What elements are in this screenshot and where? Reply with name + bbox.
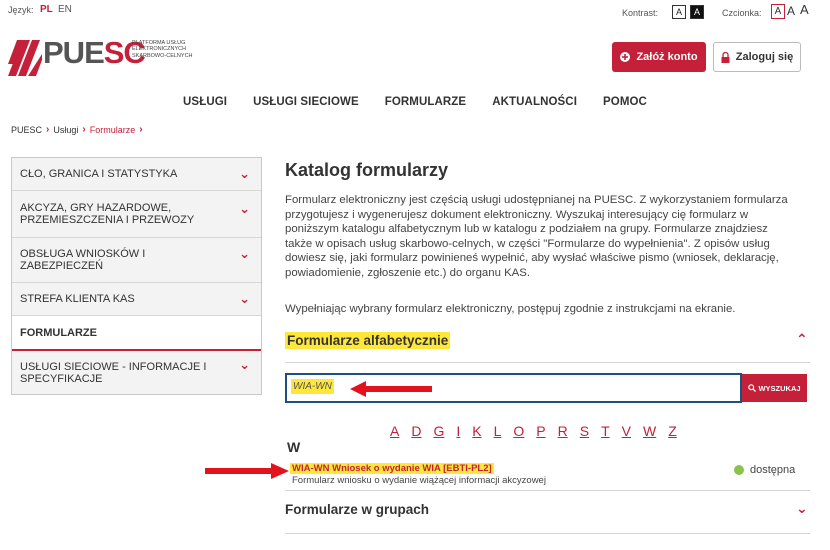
form-result-link[interactable]: WIA-WN Wniosek o wydanie WIA [EBTI-PL2] (292, 463, 492, 474)
status-badge: dostępna (750, 464, 796, 476)
annotation-arrow-icon (205, 461, 289, 481)
breadcrumb-chevron-icon: › (82, 124, 86, 135)
font-size-large-button[interactable]: A (800, 2, 809, 17)
nav-item-pomoc[interactable]: POMOC (603, 96, 647, 108)
language-label: Język: (8, 5, 34, 15)
sidebar-item-label: AKCYZA, GRY HAZARDOWE, PRZEMIESZCZENIA I PRZEWOZY (20, 202, 195, 226)
sidebar-item-label: FORMULARZE (20, 326, 97, 339)
intro-paragraph: Formularz elektroniczny jest częścią usługi udostępnianej na PUESC. Z wykorzystaniem formularza przygotujesz i wygenerujesz dokument elektroniczny. Wyszukaj interesujący cię formularz w poniższym katalogu alfabetycznym lub w katalogu z podziałem na grupy. Formularze znajdziesz także w opisach usług skarbowo-celnych, w części "Formularze do wypełnienia". Z opisów usług dowiesz się, jaki formularz powinieneś wypełnić, aby wysłać właściwe pismo (wniosek, deklarację, powiadomienie, zgłoszenie etc.) do organu KAS. (285, 194, 788, 279)
letter-link[interactable]: T (601, 423, 610, 439)
letter-link[interactable]: K (472, 423, 482, 439)
letter-link[interactable]: O (513, 423, 525, 439)
breadcrumb (11, 124, 143, 135)
breadcrumb-item-formularze[interactable]: Formularze (89, 124, 136, 135)
alphabetical-section-heading[interactable]: Formularze alfabetycznie (287, 333, 449, 348)
letter-link[interactable]: G (433, 423, 445, 439)
instructions-paragraph: Wypełniając wybrany formularz elektroniczny, postępuj zgodnie z instrukcjami na ekranie. (285, 303, 736, 315)
contrast-normal-button[interactable]: A (672, 5, 686, 19)
logo-wordmark[interactable] (43, 36, 145, 70)
breadcrumb-item-puesc[interactable]: PUESC (11, 124, 43, 135)
letter-link[interactable]: A (390, 423, 400, 439)
nav-item-aktualnosci[interactable]: AKTUALNOŚCI (492, 96, 578, 108)
letter-link[interactable]: S (579, 423, 590, 439)
letter-link[interactable]: I (456, 423, 461, 439)
search-input-value: WIA-WN (293, 381, 332, 392)
chevron-down-icon: ⌄ (239, 201, 250, 216)
letter-link[interactable]: D (411, 423, 422, 439)
annotation-arrow-icon (350, 379, 432, 399)
breadcrumb-item-uslugi[interactable]: Usługi (53, 124, 79, 135)
sidebar-item-formularze[interactable] (12, 316, 261, 351)
letter-link[interactable]: V (621, 423, 631, 439)
sidebar-menu (11, 157, 262, 395)
letter-link[interactable]: P (536, 423, 546, 439)
contrast-high-button[interactable]: A (690, 5, 704, 19)
groups-section-heading[interactable]: Formularze w grupach (285, 502, 430, 517)
language-en-link[interactable]: EN (58, 4, 72, 15)
login-button[interactable] (713, 42, 801, 72)
font-size-label: Czcionka: (722, 8, 762, 18)
sidebar-item-label: USŁUGI SIECIOWE - INFORMACJE I SPECYFIKACJE (20, 360, 207, 385)
search-icon (748, 384, 756, 392)
logo-part-pue: PUE (43, 35, 104, 70)
register-button-label: Załóż konto (636, 51, 698, 63)
alphabet-filter (390, 423, 677, 439)
letter-link[interactable]: W (643, 423, 657, 439)
login-button-label: Zaloguj się (735, 51, 794, 63)
sidebar-item-uslugi-sieciowe[interactable] (12, 351, 261, 394)
sidebar-item-akcyza[interactable] (12, 191, 261, 238)
language-pl-link[interactable]: PL (40, 4, 53, 15)
breadcrumb-chevron-icon: › (46, 124, 50, 135)
font-size-medium-button[interactable]: A (787, 4, 796, 18)
letter-link[interactable]: Z (668, 423, 677, 439)
logo-subtitle: PLATFORMA USŁUG ELEKTRONICZNYCH SKARBOWO-CELNYCH (132, 40, 193, 59)
nav-item-uslugi-sieciowe[interactable]: USŁUGI SIECIOWE (253, 96, 359, 108)
puesc-logo-icon[interactable] (8, 40, 42, 76)
lock-icon (721, 52, 730, 63)
breadcrumb-chevron-icon: › (139, 124, 143, 135)
sidebar-item-clo[interactable] (12, 158, 261, 191)
sidebar-item-label: STREFA KLIENTA KAS (20, 293, 135, 305)
logo-part-sc: SC (103, 35, 145, 70)
search-button[interactable] (742, 374, 807, 402)
letter-group-heading: W (287, 439, 301, 455)
sidebar-item-label: OBSŁUGA WNIOSKÓW I ZABEZPIECZEŃ (20, 248, 146, 272)
letter-link[interactable]: R (557, 423, 568, 439)
main-nav (0, 96, 830, 112)
status-available-icon (734, 465, 744, 475)
divider (285, 533, 810, 534)
sidebar-item-wnioski[interactable] (12, 238, 261, 283)
letter-link[interactable]: L (493, 423, 502, 439)
sidebar-item-strefa-klienta[interactable] (12, 283, 261, 316)
divider (285, 362, 810, 363)
contrast-label: Kontrast: (622, 8, 659, 18)
chevron-down-icon: ⌄ (239, 357, 250, 372)
chevron-down-icon: ⌄ (239, 166, 250, 181)
plus-circle-icon (620, 52, 630, 62)
chevron-down-icon[interactable]: ⌄ (796, 500, 808, 516)
page-title: Katalog formularzy (285, 160, 449, 180)
register-button[interactable] (612, 42, 706, 72)
nav-item-formularze[interactable]: FORMULARZE (384, 96, 467, 108)
search-button-label: WYSZUKAJ (758, 383, 801, 393)
sidebar-item-label: CŁO, GRANICA I STATYSTYKA (20, 168, 178, 180)
font-size-small-button[interactable]: A (771, 4, 785, 19)
chevron-down-icon: ⌄ (239, 246, 250, 261)
chevron-down-icon: ⌄ (239, 291, 250, 306)
nav-item-uslugi[interactable]: USŁUGI (183, 96, 228, 108)
divider (285, 490, 810, 491)
form-result-description: Formularz wniosku o wydanie wiążącej informacji akcyzowej (292, 475, 546, 486)
chevron-up-icon[interactable]: ⌃ (796, 331, 808, 347)
